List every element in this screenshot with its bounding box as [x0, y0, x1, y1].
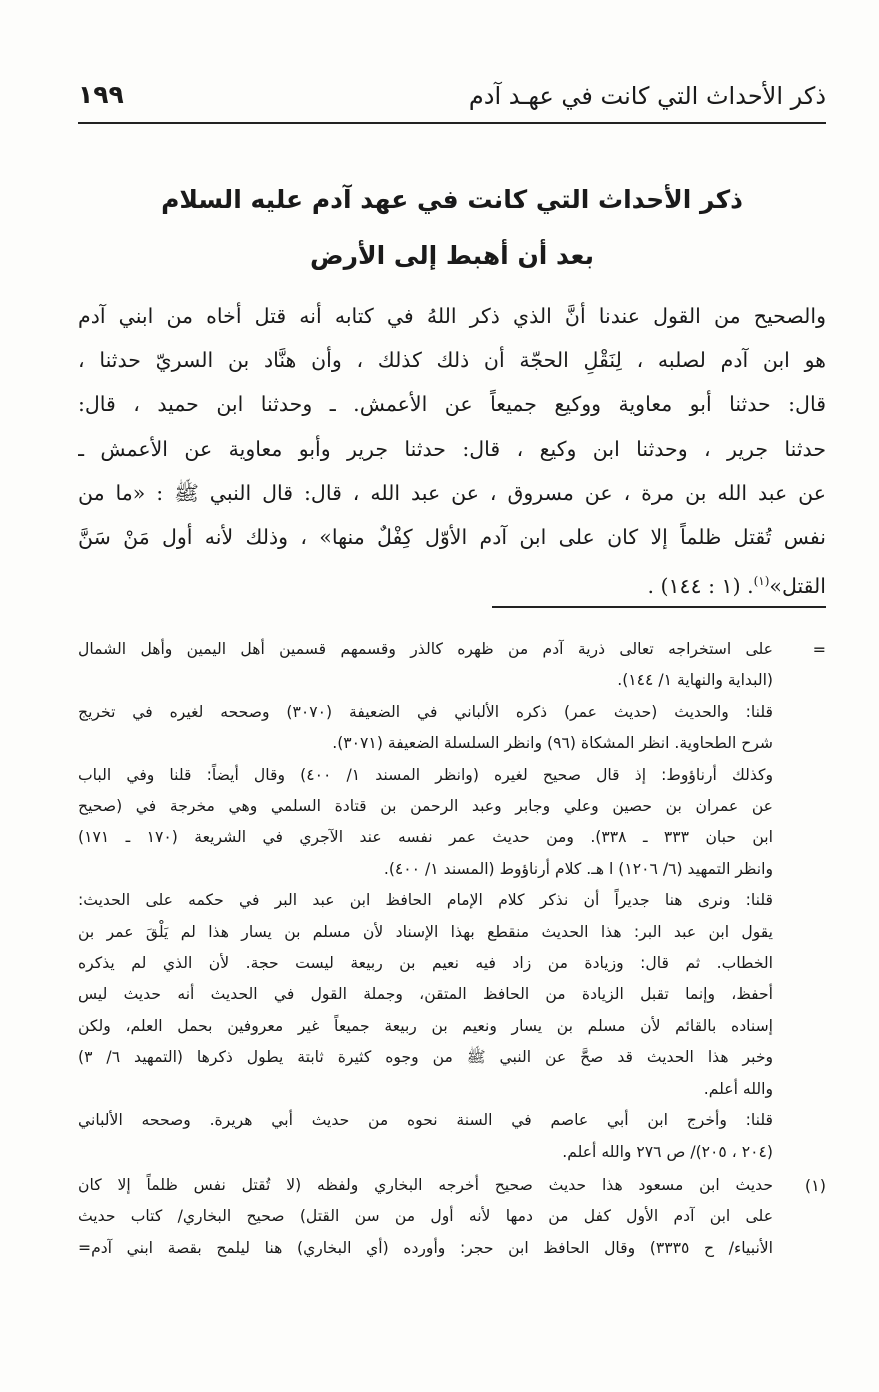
main-text-citation: . (١ : ١٤٤) . [647, 574, 754, 599]
note-line: الخطاب. ثم قال: وزيادة من زاد فيه نعيم بن ربيعة ليست حجة. لأن الذي لم يذكره [78, 954, 773, 973]
footnote-1-marker: (١) [804, 1175, 826, 1195]
note-line: وخبر هذا الحديث قد صحَّ عن النبي ﷺ من وجوه كثيرة ثابتة يطول ذكرها (التمهيد ٦/ ٣) [78, 1048, 773, 1067]
continuation-marker: = [812, 640, 826, 659]
note-line: على استخراجه تعالى ذرية آدم من ظهره كالذر وقسمهم قسمين أهل اليمين وأهل الشمال [78, 640, 773, 658]
note-line: (٢٠٤ ، ٢٠٥)/ ص ٢٧٦ والله أعلم. [562, 1142, 773, 1161]
note-paragraph [78, 634, 773, 697]
footnotes [78, 634, 826, 1264]
chapter-title [78, 172, 826, 284]
main-text-line: قال: حدثنا أبو معاوية ووكيع جميعاً عن الأعمش. ـ وحدثنا ابن حميد ، قال: [78, 392, 826, 417]
note-line: وانظر التمهيد (٦/ ١٢٠٦) ا هـ. كلام أرناؤوط (المسند ١/ ٤٠٠). [383, 859, 773, 878]
page-header [78, 78, 826, 124]
note-line: والله أعلم. [703, 1079, 773, 1098]
main-text-line: هو ابن آدم لصلبه ، لِنَقْلِ الحجّة أن ذلك كذلك ، وأن هنَّاد بن السريّ حدثنا ، [78, 348, 826, 373]
main-text [78, 294, 826, 608]
note-line: الأنبياء/ ح ٣٣٣٥) وقال الحافظ ابن حجر: وأورده (أي البخاري) هنا ليلمح بقصة ابني آدم= [78, 1238, 773, 1257]
footnote-separator [492, 606, 826, 608]
chapter-title-line-2: بعد أن أهبط إلى الأرض [310, 241, 594, 270]
note-line: أحفظ، وإنما تقبل الزيادة من الحافظ المتقن، وجملة القول في الحديث أنه حديث ليس [78, 985, 773, 1004]
main-text-line: عن عبد الله بن مرة ، عن مسروق ، عن عبد الله ، قال: قال النبي ﷺ : «ما من [78, 480, 826, 505]
footnote-1 [78, 1170, 826, 1264]
main-text-last-line [78, 559, 826, 608]
running-head: ذكر الأحداث التي كانت في عهـد آدم [468, 82, 826, 110]
note-line: عن عمران بن حصين وعلي وجابر وعبد الرحمن بن قتادة السلمي وهي مخرجة في (صحيح [78, 797, 773, 816]
note-line: ابن حبان ٣٣٣ ـ ٣٣٨). ومن حديث عمر نفسه عند الآجري في الشريعة (١٧٠ ـ ١٧١) [78, 828, 773, 847]
chapter-title-line-1: ذكر الأحداث التي كانت في عهد آدم عليه السلام [161, 185, 743, 214]
page-number: ١٩٩ [78, 80, 124, 109]
note-line: حديث ابن مسعود هذا حديث صحيح أخرجه البخاري ولفظه (لا تُقتل نفس ظلماً إلا كان [78, 1175, 773, 1194]
note-line: (البداية والنهاية ١/ ١٤٤). [617, 671, 773, 690]
note-line: إسناده بالقائم لأن مسلم بن يسار ونعيم بن ربيعة جميعاً غير معروفين بحمل العلم، ولكن [78, 1016, 773, 1035]
note-line: يقول ابن عبد البر: هذا الحديث منقطع بهذا الإسناد لأن مسلم بن يسار هذا لم يَلْقَ عمر بن [78, 922, 773, 941]
main-text-last-line-text: القتل» [769, 574, 826, 599]
note-line: وكذلك أرناؤوط: إذ قال صحيح لغيره (وانظر المسند ١/ ٤٠٠) وقال أيضاً: قلنا وفي الباب [78, 765, 773, 784]
note-line: على ابن آدم الأول كفل من دمها لأنه أول من سن القتل) صحيح البخاري/ كتاب حديث [78, 1207, 773, 1226]
main-text-line: والصحيح من القول عندنا أنَّ الذي ذكر اللهُ في كتابه أنه قتل أخاه من ابني آدم [78, 304, 826, 328]
note-line: شرح الطحاوية. انظر المشكاة (٩٦) وانظر السلسلة الضعيفة (٣٠٧١). [332, 734, 773, 753]
note-paragraph [78, 1105, 773, 1168]
note-paragraph [78, 760, 773, 886]
note-paragraph [78, 697, 773, 760]
footnote-continuation [78, 634, 826, 1168]
main-text-line: حدثنا جرير ، وحدثنا ابن وكيع ، قال: حدثنا جرير وأبو معاوية عن الأعمش ـ [78, 436, 826, 461]
note-line: قلنا: والحديث (حديث عمر) ذكره الألباني في الضعيفة (٣٠٧٠) وصححه لغيره في تخريج [78, 702, 773, 721]
footnote-reference[interactable]: (١) [753, 574, 770, 589]
note-line: قلنا: وأخرج ابن أبي عاصم في السنة نحوه من حديث أبي هريرة. وصححه الألباني [78, 1111, 773, 1130]
note-paragraph [78, 885, 773, 1105]
note-line: قلنا: ونرى هنا جديراً أن نذكر كلام الإمام الحافظ ابن عبد البر في حكمه على الحديث: [78, 891, 773, 910]
main-text-line: نفس تُقتل ظلماً إلا كان على ابن آدم الأوّل كِفْلٌ منها» ، وذلك لأنه أول مَنْ سَنَّ [78, 525, 826, 550]
